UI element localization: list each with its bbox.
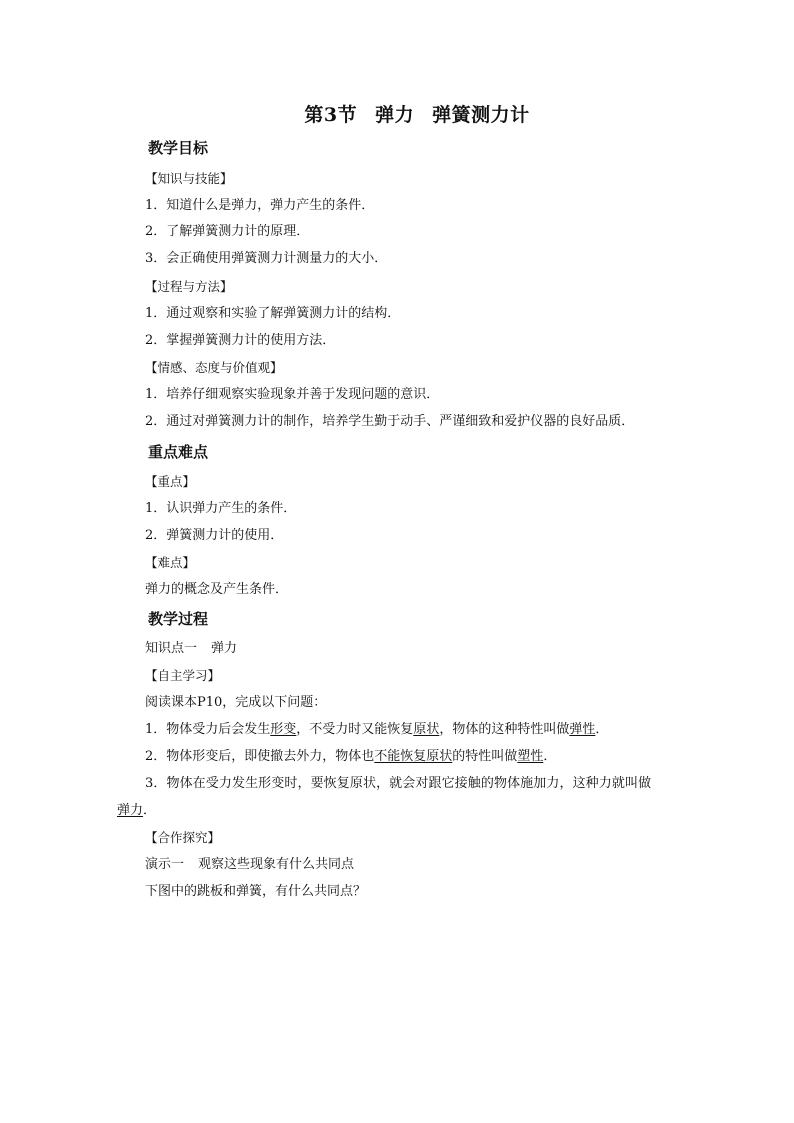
answer-plasticity: 塑性 xyxy=(517,749,544,764)
objectives-heading: 教学目标 xyxy=(148,139,209,157)
question-3-text-a: 3．物体在受力发生形变时，要恢复原状，就会对跟它接触的物体施加力，这种力就叫做 xyxy=(145,776,652,791)
knowledge-item-3: 3．会正确使用弹簧测力计测量力的大小． xyxy=(145,251,388,266)
answer-cannot-restore: 不能恢复原状 xyxy=(374,749,453,764)
cooperate-label: 【合作探究】 xyxy=(145,830,221,845)
answer-deformation: 形变 xyxy=(270,722,297,737)
emotion-label: 【情感、态度与价值观】 xyxy=(145,360,283,375)
key-item-2: 2．弹簧测力计的使用． xyxy=(145,528,284,543)
question-2-text-a: 2．物体形变后，即使撤去外力，物体也 xyxy=(145,749,375,764)
question-3-continued xyxy=(117,803,156,819)
question-1 xyxy=(145,722,608,738)
key-item-1: 1．认识弹力产生的条件． xyxy=(145,501,297,516)
knowledge-label: 【知识与技能】 xyxy=(145,171,233,186)
question-3-text-c: ． xyxy=(143,803,157,818)
answer-elasticity: 弹性 xyxy=(569,722,596,737)
emotion-item-1: 1．培养仔细观察实验现象并善于发现问题的意识． xyxy=(145,387,440,402)
answer-elastic-force: 弹力 xyxy=(117,803,144,818)
teaching-process-heading: 教学过程 xyxy=(148,610,209,628)
demo-label: 演示一 xyxy=(145,857,185,872)
emotion-item-2: 2．通过对弹簧测力计的制作，培养学生勤于动手、严谨细致和爱护仪器的良好品质． xyxy=(145,414,635,429)
knowledge-item-2: 2．了解弹簧测力计的原理． xyxy=(145,224,310,239)
knowledge-item-1: 1．知道什么是弹力，弹力产生的条件． xyxy=(145,198,375,213)
question-2-text-c: 的特性叫做 xyxy=(452,749,518,764)
demo-1 xyxy=(145,857,354,873)
question-1-text-c: ，不受力时又能恢复 xyxy=(296,722,414,737)
demo-title: 观察这些现象有什么共同点 xyxy=(198,857,355,872)
difficult-label: 【难点】 xyxy=(145,555,196,570)
page-title xyxy=(0,100,794,127)
question-1-text-a: 1．物体受力后会发生 xyxy=(145,722,271,737)
question-2-text-d: ． xyxy=(543,749,557,764)
key-label: 【重点】 xyxy=(145,474,196,489)
question-1-text-e: ． xyxy=(595,722,609,737)
key-points-heading: 重点难点 xyxy=(148,443,209,461)
knowledge-point-name: 弹力 xyxy=(211,641,238,656)
demo-question: 下图中的跳板和弹簧，有什么共同点？ xyxy=(145,884,367,899)
self-study-intro: 阅读课本P10，完成以下问题： xyxy=(145,695,327,710)
process-method-item-1: 1．通过观察和实验了解弹簧测力计的结构． xyxy=(145,306,401,321)
question-3 xyxy=(145,776,682,792)
question-1-text-d: ，物体的这种特性叫做 xyxy=(439,722,570,737)
knowledge-point-label: 知识点一 xyxy=(145,641,198,656)
question-2 xyxy=(145,749,556,765)
answer-original-shape: 原状 xyxy=(413,722,440,737)
process-method-item-2: 2．掌握弹簧测力计的使用方法． xyxy=(145,333,336,348)
knowledge-point-1 xyxy=(145,641,237,657)
title-subtopic: 弹簧测力计 xyxy=(432,104,530,126)
title-section: 第3节 xyxy=(304,104,358,126)
title-topic: 弹力 xyxy=(375,104,415,126)
difficult-item-1: 弹力的概念及产生条件． xyxy=(145,582,289,597)
process-method-label: 【过程与方法】 xyxy=(145,279,233,294)
self-study-label: 【自主学习】 xyxy=(145,668,221,683)
